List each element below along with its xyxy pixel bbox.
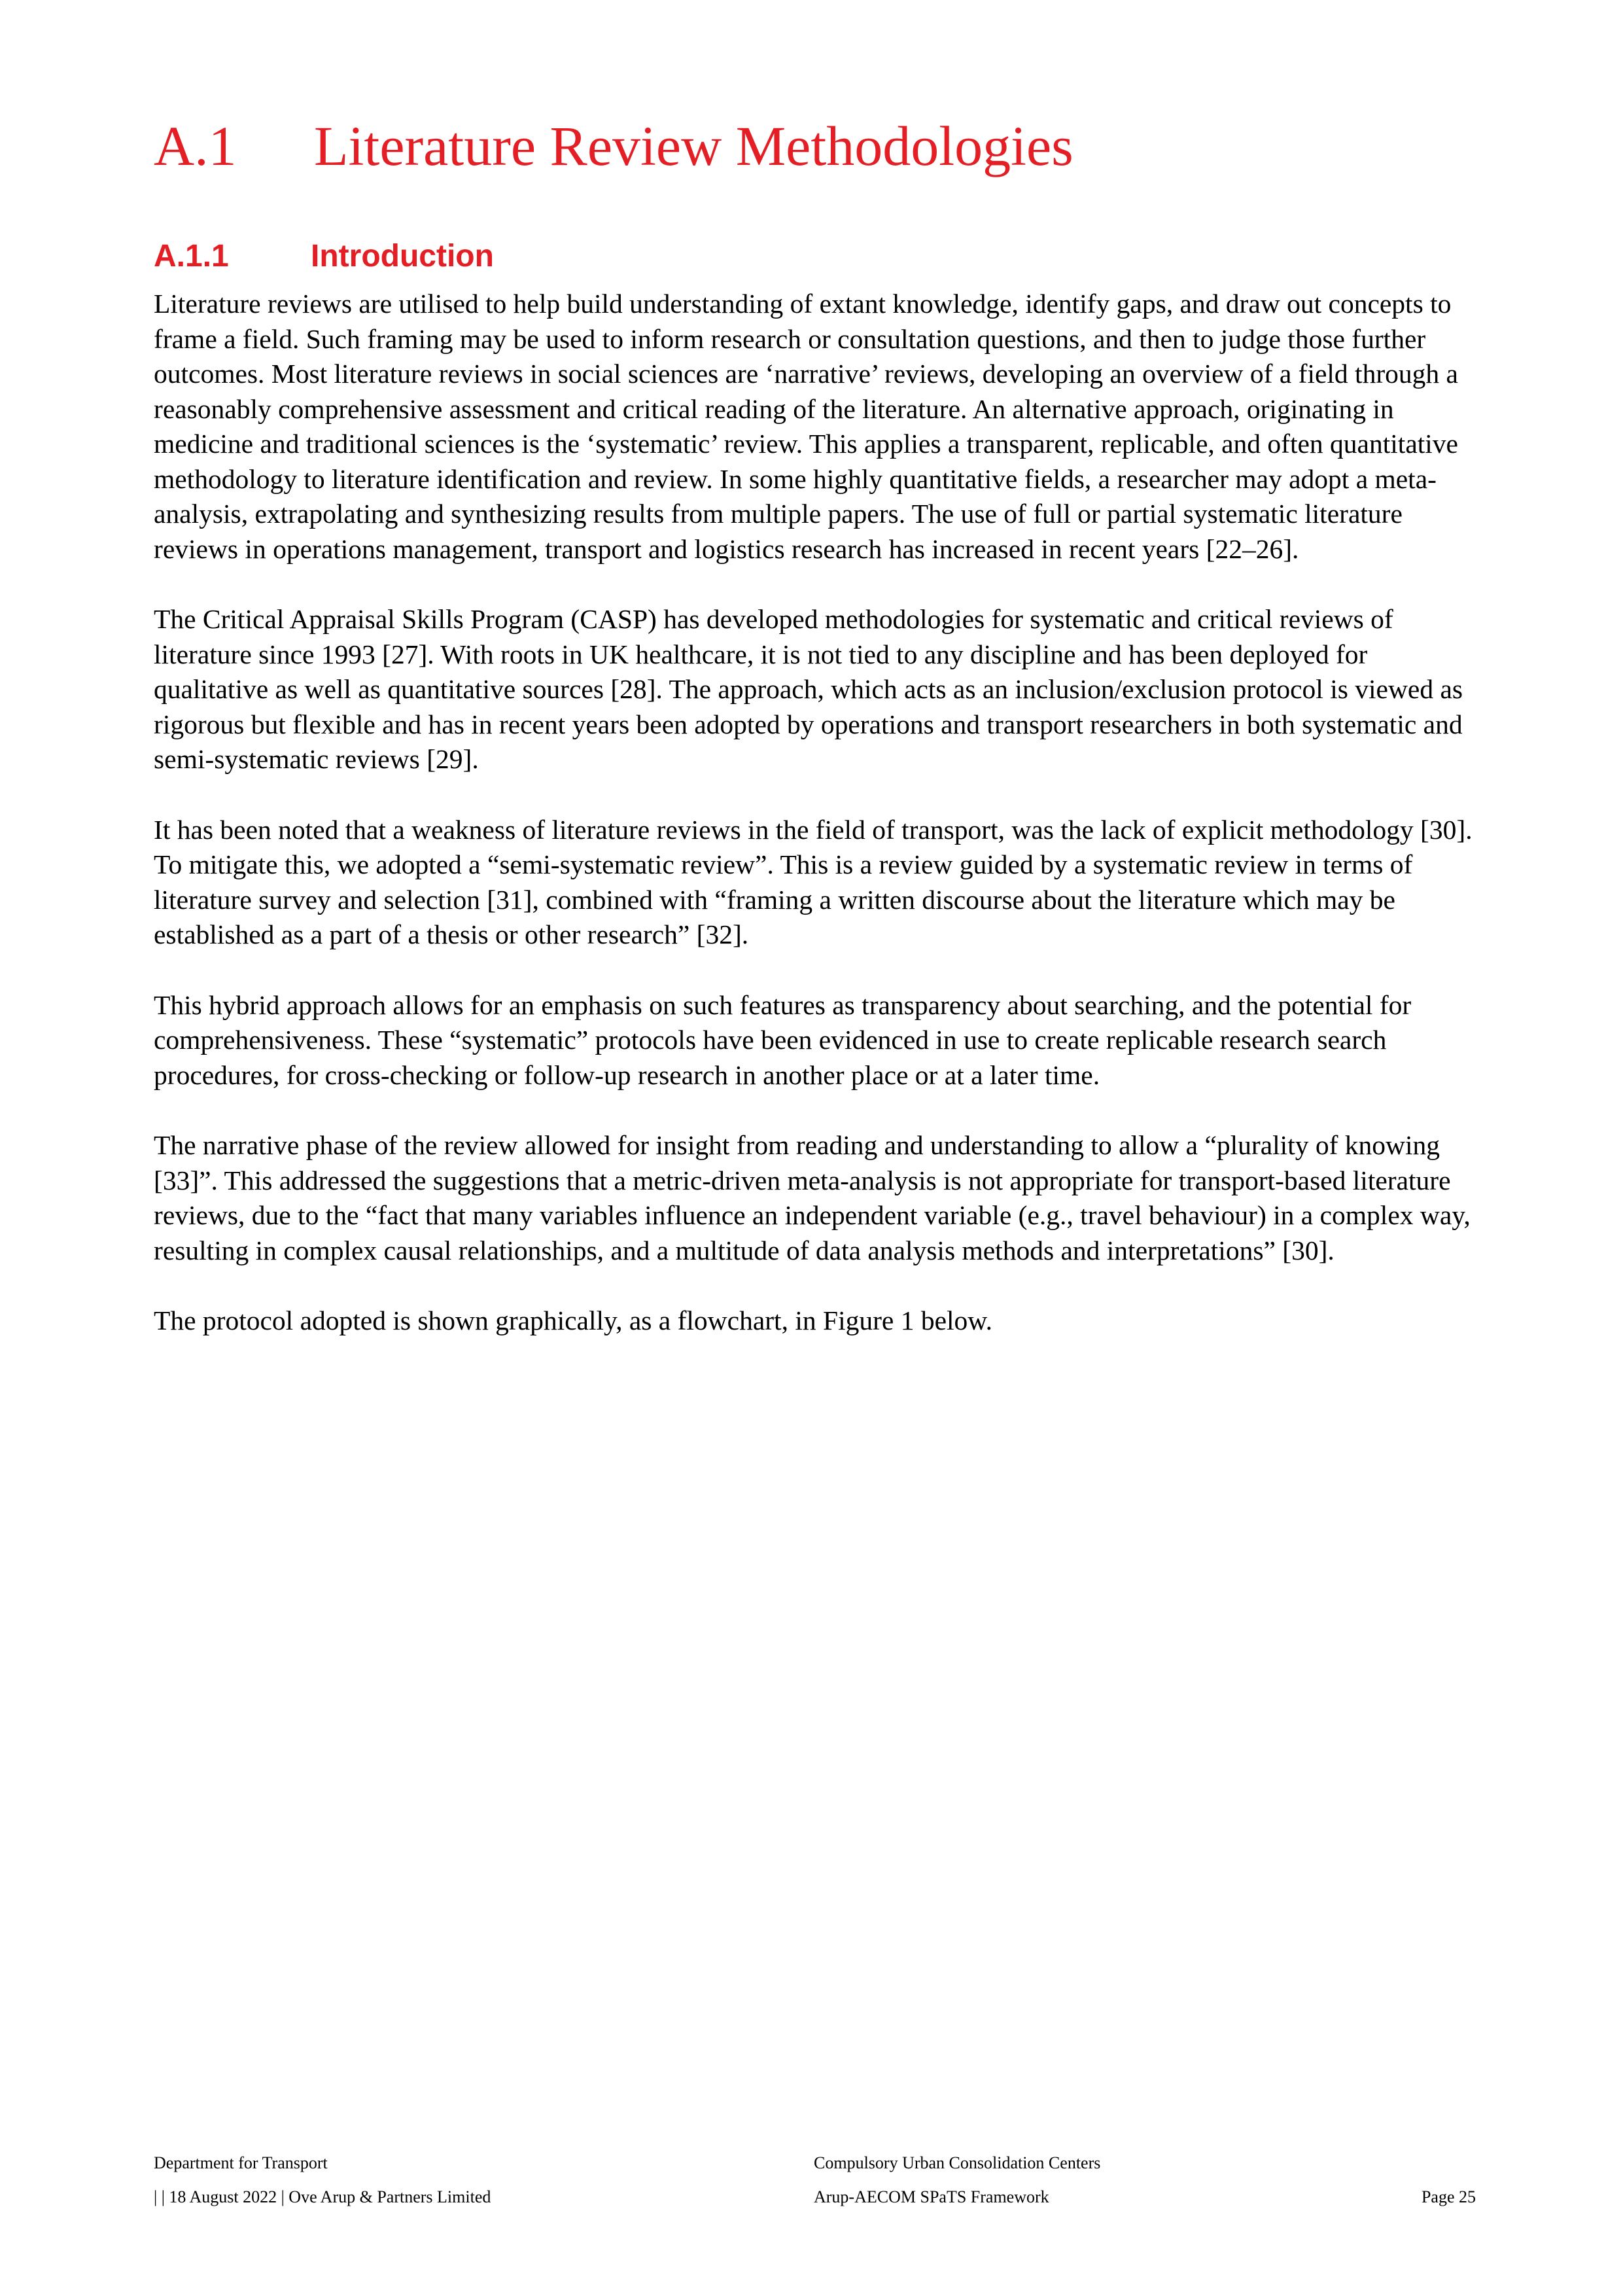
footer-left — [154, 2146, 491, 2214]
paragraph-narrative-phase: The narrative phase of the review allowed for insight from reading and understanding to allow a “plurality of knowing [33]”. This addressed the suggestions that a metric-driven meta-analysis is not appropriate for transport-based literature reviews, due to the “fact that many variables influence an independent variable (e.g., travel behaviour) in a complex way, resulting in complex causal relationships, and a multitude of data analysis methods and interpretations” [30]. — [154, 1130, 1471, 1265]
paragraph-introduction: Literature reviews are utilised to help build understanding of extant knowledge, identify gaps, and draw out concepts to frame a field. Such framing may be used to inform research or consultation questions, and then to judge those further outcomes. Most literature reviews in social sciences are ‘narrative’ reviews, developing an overview of a field through a reasonably comprehensive assessment and critical reading of the literature. An alternative approach, originating in medicine and traditional sciences is the ‘systematic’ review. This applies a transparent, replicable, and often quantitative methodology to literature identification and review. In some highly quantitative fields, a researcher may adopt a meta-analysis, extrapolating and synthesizing results from multiple papers. The use of full or partial systematic literature reviews in operations management, transport and logistics research has increased in recent years [22–26]. — [154, 289, 1458, 564]
paragraph-semi-systematic: It has been noted that a weakness of literature reviews in the field of transport, was the lack of explicit methodology [30]. To mitigate this, we adopted a “semi-systematic review”. This is a review guided by a systematic review in terms of literature survey and selection [31], combined with “framing a written discourse about the literature which may be established as a part of a thesis or other research” [32]. — [154, 814, 1473, 949]
subsection-title: Introduction — [311, 239, 494, 274]
paragraph-protocol: The protocol adopted is shown graphically, as a flowchart, in Figure 1 below. — [154, 1305, 992, 1335]
footer-framework: Arup-AECOM SPaTS Framework — [814, 2187, 1049, 2206]
footer-page-number: Page 25 — [1421, 2187, 1476, 2206]
section-heading — [154, 115, 1073, 177]
paragraph-casp: The Critical Appraisal Skills Program (CASP) has developed methodologies for systematic and critical reviews of literature since 1993 [27]. With roots in UK healthcare, it is not tied to any discipline and has been deployed for qualitative as well as quantitative sources [28]. The approach, which acts as an inclusion/exclusion protocol is viewed as rigorous but flexible and has in recent years been adopted by operations and transport researchers in both systematic and semi-systematic reviews [29]. — [154, 604, 1463, 774]
section-title: Literature Review Methodologies — [314, 115, 1073, 177]
subsection-heading — [154, 239, 494, 274]
footer-client: Department for Transport — [154, 2153, 328, 2172]
footer-project: Compulsory Urban Consolidation Centers — [814, 2153, 1101, 2172]
footer-middle — [814, 2146, 1100, 2214]
body-text — [154, 287, 1475, 1374]
paragraph-hybrid-approach: This hybrid approach allows for an emphasis on such features as transparency about searching, and the potential for comprehensiveness. These “systematic” protocols have been evidenced in use to create replicable research search procedures, for cross-checking or follow-up research in another place or at a later time. — [154, 989, 1412, 1090]
subsection-number: A.1.1 — [154, 239, 229, 274]
section-number: A.1 — [154, 115, 237, 177]
footer-issue-line: | | 18 August 2022 | Ove Arup & Partners Limited — [154, 2187, 491, 2206]
